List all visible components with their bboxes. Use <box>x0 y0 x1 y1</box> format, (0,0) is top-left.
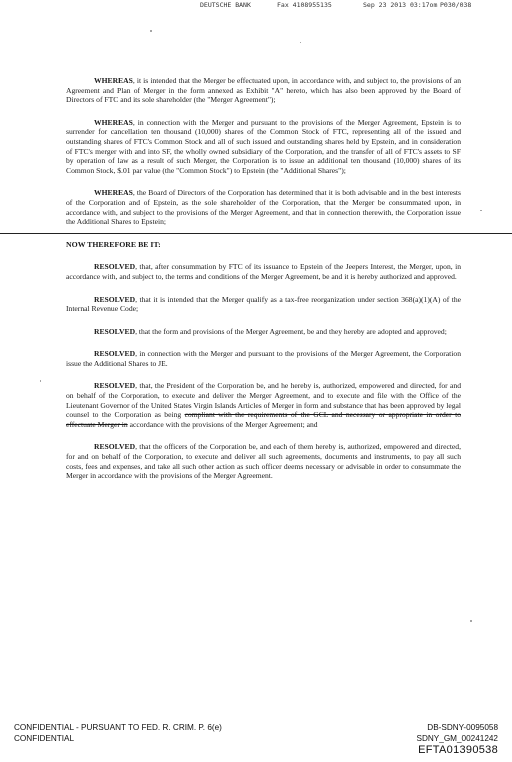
resolved-label: RESOLVED <box>94 262 136 272</box>
scan-speck <box>150 30 152 32</box>
whereas-label: WHEREAS <box>94 188 133 198</box>
now-therefore-heading: NOW THEREFORE BE IT: <box>66 239 161 249</box>
resolution-text: , that, after consummation by FTC of its issuance to Epstein of the Jeepers Interest, the Merger, upon, in accordance with, and subject to, the terms and conditions of the Merger Agreement, be and it is hereby authorized and approved. <box>66 262 461 281</box>
bates-number-db: DB-SDNY-0095058 <box>427 723 498 732</box>
resolution-text: , in connection with the Merger and pursuant to the provisions of the Merger Agreement, the Corporation issue the Additional Shares to JE. <box>66 349 461 368</box>
confidential-label: CONFIDENTIAL <box>14 733 75 743</box>
scan-speck <box>480 210 482 211</box>
scan-speck <box>300 42 301 43</box>
paragraph-text: , the Board of Directors of the Corporation has determined that it is both advisable and in the best interests of the Corporation and of Epstein, as the sole shareholder of the Corporation, that the Merger be consummated upon, in accordance with, and subject to the provisions of the Merger Agreement, and that in connection therewith, the Corporation issue the Additional Shares to Epstein; <box>66 188 461 227</box>
bates-number-efta: EFTA01390538 <box>418 744 498 756</box>
struck-text: compliant with the requirements of the GCL and necessary or appropriate in order to effectuate Merger in <box>66 410 461 429</box>
scan-speck <box>40 380 41 382</box>
whereas-paragraph-3 <box>66 188 461 226</box>
scan-speck <box>470 620 472 622</box>
resolution-2 <box>66 295 461 314</box>
resolved-label: RESOLVED <box>94 326 136 336</box>
resolution-4 <box>66 349 461 368</box>
resolved-label: RESOLVED <box>94 294 136 304</box>
fax-datetime: Sep 23 2013 03:17om <box>363 1 438 9</box>
fax-page: P030/038 <box>440 1 472 9</box>
resolution-1 <box>66 262 461 281</box>
whereas-label: WHEREAS <box>94 76 133 85</box>
resolution-text: , that, the President of the Corporation be, and he hereby is, authorized, empowered and directed, for and on behalf of the Corporation, to execute and deliver the Merger Agreement, and to execute and file with the Office of the Lieutenant Governor of the United States Virgin Islands Articles of Merger in form and substance that has been approved by legal counsel to the Corporation as being <box>66 381 461 420</box>
whereas-paragraph-1 <box>66 76 461 105</box>
bates-footer <box>417 723 498 757</box>
bates-number-sdny: SDNY_GM_00241242 <box>416 733 498 743</box>
whereas-label: WHEREAS <box>94 117 133 127</box>
confidential-notice: CONFIDENTIAL - PURSUANT TO FED. R. CRIM. P. 6(e) <box>14 723 222 732</box>
resolution-3 <box>66 327 461 337</box>
fax-sender: DEUTSCHE BANK <box>200 1 251 9</box>
whereas-paragraph-2 <box>66 118 461 176</box>
resolution-text-tail: accordance with the provisions of the Merger Agreement; and <box>129 419 318 429</box>
document-body <box>66 76 461 494</box>
resolution-text: , that it is intended that the Merger qualify as a tax-free reorganization under section 368(a)(1)(A) of the Internal Revenue Code; <box>66 294 461 314</box>
resolved-label: RESOLVED <box>94 349 136 359</box>
resolved-label: RESOLVED <box>94 381 136 391</box>
fax-header <box>0 1 512 11</box>
fax-number: Fax 4108955135 <box>277 1 332 9</box>
resolved-label: RESOLVED <box>94 442 136 452</box>
resolution-5 <box>66 381 461 429</box>
confidentiality-footer <box>14 723 222 744</box>
paragraph-text: , it is intended that the Merger be effectuated upon, in accordance with, and subject to, the provisions of an Agreement and Plan of Merger in the form annexed as Exhibit "A" hereto, which has also been approved by the Board of Directors of FTC and its sole shareholder (the "Merger Agreement"); <box>66 76 461 105</box>
resolution-text: , that the officers of the Corporation be, and each of them hereby is, authorized, empowered and directed, for and on behalf of the Corporation, to execute and deliver all such agreements, documents and instruments, to pay all such costs, fees and expenses, and take all such other action as such officer deems necessary or advisable in order to consummate the Merger in accordance with the provisions of the Merger Agreement. <box>66 442 461 481</box>
paragraph-text: , in connection with the Merger and pursuant to the provisions of the Merger Agreement, Epstein is to surrender for cancellation ten thousand (10,000) shares of the Common Stock of FTC, representing all of the issued and outstanding shares of FTC's Common Stock and all of such issued and outstanding shares held by Epstein, and in consideration of FTC's merger with and into SF, the wholly owned subsidiary of the Corporation, and the transfer of all of FTC's assets to SF by operation of law as a result of such Merger, the Corporation is to issue an additional ten thousand (10,000) shares of its Common Stock, $.01 par value (the "Common Stock") to Epstein (the "Additional Shares"); <box>66 117 461 175</box>
resolution-text: , that the form and provisions of the Merger Agreement, be and they hereby are adopted and approved; <box>135 326 447 336</box>
resolution-6 <box>66 442 461 480</box>
